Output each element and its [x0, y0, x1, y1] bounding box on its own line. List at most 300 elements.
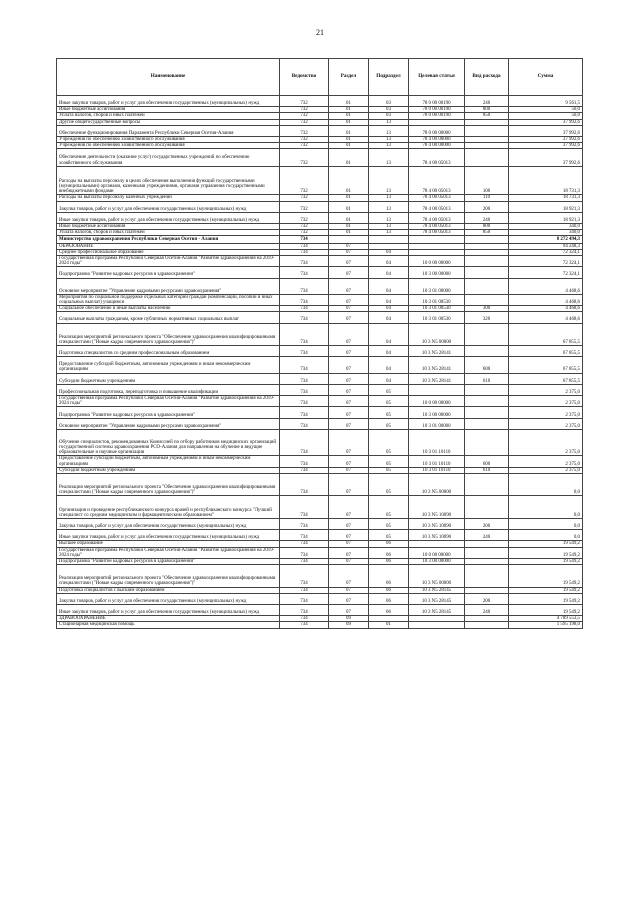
cell-subsection: 04: [369, 278, 409, 294]
cell-target-article: [409, 236, 465, 243]
cell-amount: 4 468,6: [509, 278, 583, 294]
table-row: [57, 496, 583, 518]
cell-target-article: 10 0 00 00000: [409, 255, 465, 266]
cell-amount: 19 549,2: [509, 605, 583, 616]
cell-section: 01: [329, 119, 369, 125]
cell-expense-type: 240: [465, 96, 509, 107]
cell-section: 09: [329, 616, 369, 622]
cell-target-article: [409, 384, 465, 395]
cell-subsection: 05: [369, 467, 409, 473]
cell-name: ОБРАЗОВАНИЕ: [57, 243, 280, 249]
cell-target-article: 10 3 00 00000: [409, 267, 465, 278]
cell-subsection: 04: [369, 373, 409, 384]
cell-target-article: 78 4 00 05013: [409, 195, 465, 201]
cell-name: Обеспечение деятельности (оказание услуг) государственных учреждений по обеспечению хозяйственного обслуживания: [57, 149, 280, 166]
cell-expense-type: [465, 294, 509, 305]
header-department: Ведомство: [280, 59, 329, 96]
cell-amount: 19 549,2: [509, 541, 583, 547]
cell-amount: 18 921,3: [509, 201, 583, 212]
cell-section: 07: [329, 312, 369, 323]
cell-amount: 67 855,5: [509, 373, 583, 384]
cell-name: Иные бюджетные ассигнования: [57, 223, 280, 229]
cell-target-article: 10 3 N5 10090: [409, 530, 465, 541]
cell-section: 01: [329, 125, 369, 136]
cell-amount: 0,0: [509, 518, 583, 529]
cell-department: 732: [280, 223, 329, 229]
cell-section: 07: [329, 396, 369, 407]
cell-amount: 1 595 198,0: [509, 622, 583, 628]
cell-department: 734: [280, 278, 329, 294]
cell-subsection: 05: [369, 456, 409, 467]
cell-name: Закупка товаров, работ и услуг для обеспечения государственных (муниципальных) нужд: [57, 593, 280, 604]
cell-section: 07: [329, 249, 369, 255]
table-row: [57, 518, 583, 529]
cell-department: 734: [280, 429, 329, 456]
cell-expense-type: [465, 384, 509, 395]
cell-department: 734: [280, 357, 329, 373]
cell-department: 732: [280, 166, 329, 195]
cell-subsection: 01: [369, 622, 409, 628]
cell-subsection: 13: [369, 223, 409, 229]
table-row: [57, 212, 583, 223]
cell-section: 01: [329, 212, 369, 223]
cell-section: 07: [329, 474, 369, 496]
cell-section: 07: [329, 467, 369, 473]
cell-subsection: 13: [369, 166, 409, 195]
cell-subsection: 13: [369, 119, 409, 125]
cell-subsection: 13: [369, 149, 409, 166]
header-name: Наименование: [57, 59, 280, 96]
cell-department: 734: [280, 249, 329, 255]
cell-target-article: 10 3 N5 00000: [409, 474, 465, 496]
cell-section: 07: [329, 496, 369, 518]
cell-target-article: 10 3 01 10110: [409, 429, 465, 456]
cell-target-article: 78 4 00 00000: [409, 143, 465, 149]
cell-name: Иные бюджетные ассигнования: [57, 107, 280, 113]
table-row: [57, 357, 583, 373]
cell-target-article: 10 3 N5 28141: [409, 346, 465, 357]
cell-name: Профессиональная подготовка, переподготовка и повышение квалификации: [57, 384, 280, 395]
cell-department: 734: [280, 323, 329, 345]
cell-target-article: 10 3 N5 10090: [409, 518, 465, 529]
cell-department: 732: [280, 195, 329, 201]
table-row: [57, 166, 583, 195]
page-number: 21: [316, 28, 324, 37]
cell-section: 07: [329, 418, 369, 429]
table-row: [57, 96, 583, 107]
cell-amount: 0,0: [509, 530, 583, 541]
table-row: [57, 346, 583, 357]
cell-subsection: 04: [369, 323, 409, 345]
cell-subsection: 03: [369, 107, 409, 113]
cell-expense-type: 240: [465, 605, 509, 616]
cell-section: 07: [329, 243, 369, 249]
cell-department: 734: [280, 396, 329, 407]
cell-name: Иные закупки товаров, работ и услуг для обеспечения государственных (муниципальных) нужд: [57, 605, 280, 616]
cell-target-article: 10 3 N5 28141: [409, 373, 465, 384]
cell-subsection: 03: [369, 113, 409, 119]
cell-target-article: 10 3 N5 10090: [409, 496, 465, 518]
cell-amount: 72 324,1: [509, 249, 583, 255]
cell-name: Организация и проведение республиканского конкурса врачей и республиканского конкурса "Лучший специалист со средним медицинским и фармацевтическим образованием": [57, 496, 280, 518]
cell-department: 734: [280, 346, 329, 357]
cell-expense-type: [465, 407, 509, 418]
cell-expense-type: 300: [465, 306, 509, 312]
cell-amount: 2 375,0: [509, 407, 583, 418]
table-row: [57, 267, 583, 278]
cell-name: Обеспечение функционирования Парламента Республики Северная Осетия-Алания: [57, 125, 280, 136]
cell-expense-type: 600: [465, 357, 509, 373]
cell-section: 07: [329, 456, 369, 467]
cell-department: 734: [280, 384, 329, 395]
cell-section: 07: [329, 605, 369, 616]
cell-expense-type: 200: [465, 201, 509, 212]
cell-section: 01: [329, 107, 369, 113]
cell-amount: 37 992,6: [509, 143, 583, 149]
cell-name: Закупка товаров, работ и услуг для обеспечения государственных (муниципальных) нужд: [57, 518, 280, 529]
cell-target-article: 78 4 00 05013: [409, 212, 465, 223]
cell-target-article: 78 4 00 05013: [409, 166, 465, 195]
cell-amount: 2 375,0: [509, 456, 583, 467]
table-row: [57, 565, 583, 587]
cell-amount: 67 855,5: [509, 346, 583, 357]
cell-amount: 50,0: [509, 107, 583, 113]
cell-target-article: 10 3 N5 28145: [409, 587, 465, 593]
table-row: [57, 622, 583, 628]
cell-subsection: 05: [369, 474, 409, 496]
table-row: [57, 149, 583, 166]
cell-subsection: 06: [369, 565, 409, 587]
cell-name: Субсидии бюджетным учреждениям: [57, 373, 280, 384]
cell-section: 07: [329, 294, 369, 305]
cell-expense-type: [465, 236, 509, 243]
cell-name: Подпрограмма "Развитие кадровых ресурсов в здравоохранении": [57, 267, 280, 278]
cell-target-article: 10 3 01 10110: [409, 467, 465, 473]
cell-expense-type: [465, 149, 509, 166]
cell-subsection: [369, 236, 409, 243]
cell-subsection: 05: [369, 396, 409, 407]
cell-expense-type: 240: [465, 530, 509, 541]
cell-subsection: 13: [369, 201, 409, 212]
cell-department: 734: [280, 373, 329, 384]
cell-section: 01: [329, 96, 369, 107]
table-row: [57, 474, 583, 496]
table-row: [57, 547, 583, 558]
cell-target-article: 78 0 00 00190: [409, 96, 465, 107]
cell-target-article: 78 4 00 05013: [409, 149, 465, 166]
cell-target-article: 78 0 00 00190: [409, 107, 465, 113]
cell-section: 07: [329, 357, 369, 373]
cell-expense-type: 110: [465, 195, 509, 201]
table-row: [57, 373, 583, 384]
header-target-article: Целевая статья: [409, 59, 465, 96]
cell-department: 734: [280, 605, 329, 616]
cell-subsection: 13: [369, 212, 409, 223]
cell-section: 01: [329, 166, 369, 195]
cell-subsection: 13: [369, 195, 409, 201]
cell-expense-type: 200: [465, 593, 509, 604]
cell-name: Учреждения по обеспечению хозяйственного обслуживания: [57, 137, 280, 143]
cell-department: 734: [280, 418, 329, 429]
cell-section: 07: [329, 587, 369, 593]
cell-name: Государственная программа Республики Северная Осетия-Алания "Развитие здравоохранения на 2019-2024 годы": [57, 255, 280, 266]
cell-name: Предоставление субсидий бюджетным, автономным учреждениям и иным некоммерческим организациям: [57, 357, 280, 373]
cell-department: 734: [280, 255, 329, 266]
cell-department: 732: [280, 113, 329, 119]
cell-subsection: 05: [369, 429, 409, 456]
cell-target-article: 10 3 N5 28145: [409, 605, 465, 616]
cell-expense-type: [465, 125, 509, 136]
header-section: Раздел: [329, 59, 369, 96]
cell-name: Иные закупки товаров, работ и услуг для обеспечения государственных (муниципальных) нужд: [57, 212, 280, 223]
cell-department: 732: [280, 212, 329, 223]
cell-expense-type: [465, 267, 509, 278]
table-row: [57, 312, 583, 323]
cell-section: 07: [329, 373, 369, 384]
cell-target-article: 10 3 01 00000: [409, 278, 465, 294]
cell-target-article: 10 3 01 00000: [409, 418, 465, 429]
cell-target-article: 10 3 N5 28145: [409, 593, 465, 604]
cell-department: 732: [280, 137, 329, 143]
header-amount: Сумма: [509, 59, 583, 96]
cell-department: 732: [280, 125, 329, 136]
cell-department: 734: [280, 593, 329, 604]
cell-subsection: 13: [369, 143, 409, 149]
cell-section: 07: [329, 429, 369, 456]
cell-target-article: 78 0 00 00000: [409, 125, 465, 136]
cell-subsection: 06: [369, 593, 409, 604]
cell-name: Подпрограмма "Развитие кадровых ресурсов в здравоохранении": [57, 407, 280, 418]
cell-expense-type: [465, 622, 509, 628]
cell-department: 734: [280, 518, 329, 529]
cell-amount: 37 992,6: [509, 125, 583, 136]
cell-expense-type: 800: [465, 107, 509, 113]
cell-target-article: 78 0 00 00190: [409, 113, 465, 119]
cell-amount: 19 549,2: [509, 558, 583, 564]
cell-amount: 2 375,0: [509, 418, 583, 429]
cell-expense-type: 850: [465, 113, 509, 119]
cell-name: Высшее образование: [57, 541, 280, 547]
cell-section: 09: [329, 622, 369, 628]
table-body: [57, 96, 583, 629]
cell-expense-type: [465, 278, 509, 294]
cell-subsection: 04: [369, 267, 409, 278]
cell-amount: 0,0: [509, 474, 583, 496]
cell-section: 01: [329, 137, 369, 143]
cell-amount: 2 375,0: [509, 429, 583, 456]
cell-amount: 4 468,6: [509, 312, 583, 323]
cell-department: 732: [280, 201, 329, 212]
cell-department: 734: [280, 587, 329, 593]
cell-amount: 72 324,1: [509, 255, 583, 266]
cell-section: 07: [329, 346, 369, 357]
cell-expense-type: [465, 396, 509, 407]
cell-amount: 2 375,0: [509, 396, 583, 407]
cell-name: Уплата налогов, сборов и иных платежей: [57, 113, 280, 119]
cell-name: Расходы на выплаты персоналу казенных учреждений: [57, 195, 280, 201]
cell-expense-type: 850: [465, 230, 509, 236]
cell-expense-type: [465, 547, 509, 558]
cell-subsection: 04: [369, 249, 409, 255]
cell-amount: 37 992,6: [509, 149, 583, 166]
cell-department: 734: [280, 243, 329, 249]
cell-name: Социальные выплаты гражданам, кроме публичных нормативных социальных выплат: [57, 312, 280, 323]
cell-section: 01: [329, 223, 369, 229]
cell-section: 07: [329, 407, 369, 418]
cell-subsection: 04: [369, 346, 409, 357]
cell-amount: 8 272 494,3: [509, 236, 583, 243]
cell-target-article: 10 3 01 00530: [409, 306, 465, 312]
cell-amount: 18 731,3: [509, 195, 583, 201]
cell-name: Основное мероприятие "Управление кадровыми ресурсами здравоохранения": [57, 278, 280, 294]
cell-target-article: 10 3 00 00000: [409, 558, 465, 564]
cell-expense-type: [465, 418, 509, 429]
cell-subsection: 13: [369, 230, 409, 236]
cell-subsection: 04: [369, 294, 409, 305]
table-row: [57, 418, 583, 429]
cell-expense-type: [465, 346, 509, 357]
cell-target-article: 10 3 00 00000: [409, 407, 465, 418]
cell-name: Реализация мероприятий регионального проекта "Обеспечение здравоохранения квалифицированными специалистами ("Новые кадры современного здравоохранения")": [57, 565, 280, 587]
table-row: [57, 236, 583, 243]
table-row: [57, 605, 583, 616]
cell-subsection: 13: [369, 125, 409, 136]
table-row: [57, 278, 583, 294]
cell-amount: 37 992,6: [509, 137, 583, 143]
cell-name: Расходы на выплаты персоналу в целях обеспечения выполнения функций государственными (муниципальными) органами, казенными учреждениями, органами управления государственными внебюджетными фондами: [57, 166, 280, 195]
cell-department: 734: [280, 456, 329, 467]
cell-target-article: 10 3 01 00530: [409, 294, 465, 305]
cell-department: 732: [280, 143, 329, 149]
cell-name: Закупка товаров, работ и услуг для обеспечения государственных (муниципальных) нужд: [57, 201, 280, 212]
cell-name: Государственная программа Республики Северная Осетия-Алания "Развитие здравоохранения на 2019-2024 годы": [57, 547, 280, 558]
table-row: [57, 125, 583, 136]
cell-amount: 340,0: [509, 223, 583, 229]
table-row: [57, 593, 583, 604]
cell-name: Учреждения по обеспечению хозяйственного обслуживания: [57, 143, 280, 149]
cell-subsection: 04: [369, 312, 409, 323]
cell-subsection: 05: [369, 407, 409, 418]
cell-section: 01: [329, 201, 369, 212]
table-row: [57, 294, 583, 305]
cell-target-article: 10 3 01 10110: [409, 456, 465, 467]
cell-amount: 340,0: [509, 230, 583, 236]
cell-amount: 19 549,2: [509, 547, 583, 558]
cell-target-article: 10 3 01 00530: [409, 312, 465, 323]
table-row: [57, 407, 583, 418]
cell-department: 734: [280, 474, 329, 496]
cell-name: Социальное обеспечение и иные выплаты населению: [57, 306, 280, 312]
cell-amount: 9 561,5: [509, 96, 583, 107]
cell-expense-type: [465, 565, 509, 587]
cell-amount: 18 731,3: [509, 166, 583, 195]
cell-department: 734: [280, 294, 329, 305]
cell-department: 734: [280, 236, 329, 243]
cell-section: 01: [329, 113, 369, 119]
cell-expense-type: [465, 255, 509, 266]
table-header-row: [57, 59, 583, 96]
cell-name: Предоставление субсидий бюджетным, автономным учреждениям и иным некоммерческим организациям: [57, 456, 280, 467]
cell-section: 01: [329, 230, 369, 236]
cell-name: Субсидии бюджетным учреждениям: [57, 467, 280, 473]
cell-amount: 2 375,0: [509, 467, 583, 473]
cell-section: 07: [329, 547, 369, 558]
table-row: [57, 396, 583, 407]
header-expense-type: Вид расхода: [465, 59, 509, 96]
cell-name: Реализация мероприятий регионального проекта "Обеспечение здравоохранения квалифицированными специалистами ("Новые кадры современного здравоохранения")": [57, 474, 280, 496]
cell-target-article: 78 4 00 00000: [409, 137, 465, 143]
cell-department: 734: [280, 407, 329, 418]
cell-department: 734: [280, 541, 329, 547]
cell-name: Другие общегосударственные вопросы: [57, 119, 280, 125]
cell-department: 734: [280, 530, 329, 541]
header-subsection: Подраздел: [369, 59, 409, 96]
cell-target-article: 10 3 N5 00000: [409, 565, 465, 587]
cell-subsection: 06: [369, 541, 409, 547]
cell-department: 732: [280, 230, 329, 236]
cell-target-article: [409, 622, 465, 628]
cell-name: Обучение специалистов, рекомендованных Комиссией по отбору работников медицинских организаций государственной системы здравоохранения РСО-Алания для направления на обучение в ведущие образовательные и научные организации: [57, 429, 280, 456]
cell-amount: 2 375,0: [509, 384, 583, 395]
cell-amount: 4 789 553,5: [509, 616, 583, 622]
cell-section: 01: [329, 149, 369, 166]
cell-amount: 19 549,2: [509, 593, 583, 604]
cell-department: 734: [280, 267, 329, 278]
cell-section: 07: [329, 530, 369, 541]
cell-section: 01: [329, 195, 369, 201]
cell-target-article: 10 3 N5 28141: [409, 357, 465, 373]
cell-subsection: 06: [369, 558, 409, 564]
cell-name: Основное мероприятие "Управление кадровыми ресурсами здравоохранения": [57, 418, 280, 429]
cell-expense-type: 800: [465, 223, 509, 229]
cell-name: Реализация мероприятий регионального проекта "Обеспечение здравоохранения квалифицированными специалистами ("Новые кадры современного здравоохранения")": [57, 323, 280, 345]
cell-subsection: 04: [369, 357, 409, 373]
cell-expense-type: 200: [465, 518, 509, 529]
cell-subsection: 05: [369, 530, 409, 541]
cell-amount: 18 921,3: [509, 212, 583, 223]
cell-amount: 50,0: [509, 113, 583, 119]
cell-section: 07: [329, 518, 369, 529]
cell-department: 732: [280, 96, 329, 107]
cell-section: 07: [329, 384, 369, 395]
cell-expense-type: 610: [465, 373, 509, 384]
cell-department: 734: [280, 306, 329, 312]
cell-department: 734: [280, 496, 329, 518]
budget-table: [56, 58, 583, 629]
cell-department: 734: [280, 565, 329, 587]
cell-name: Подпрограмма "Развитие кадровых ресурсов в здравоохранении": [57, 558, 280, 564]
table-row: [57, 201, 583, 212]
cell-name: Подготовка специалистов со средним профессиональным образованием: [57, 346, 280, 357]
cell-expense-type: 100: [465, 166, 509, 195]
cell-subsection: 04: [369, 255, 409, 266]
cell-target-article: 10 0 00 00000: [409, 396, 465, 407]
table-row: [57, 429, 583, 456]
cell-section: 07: [329, 593, 369, 604]
cell-subsection: 05: [369, 518, 409, 529]
cell-expense-type: 240: [465, 212, 509, 223]
cell-department: 734: [280, 622, 329, 628]
cell-department: 734: [280, 547, 329, 558]
cell-expense-type: [465, 474, 509, 496]
table-row: [57, 456, 583, 467]
cell-department: 734: [280, 467, 329, 473]
cell-department: 732: [280, 107, 329, 113]
cell-name: Стационарная медицинская помощь: [57, 622, 280, 628]
cell-department: 732: [280, 119, 329, 125]
cell-amount: 94 248,3: [509, 243, 583, 249]
cell-expense-type: 610: [465, 467, 509, 473]
